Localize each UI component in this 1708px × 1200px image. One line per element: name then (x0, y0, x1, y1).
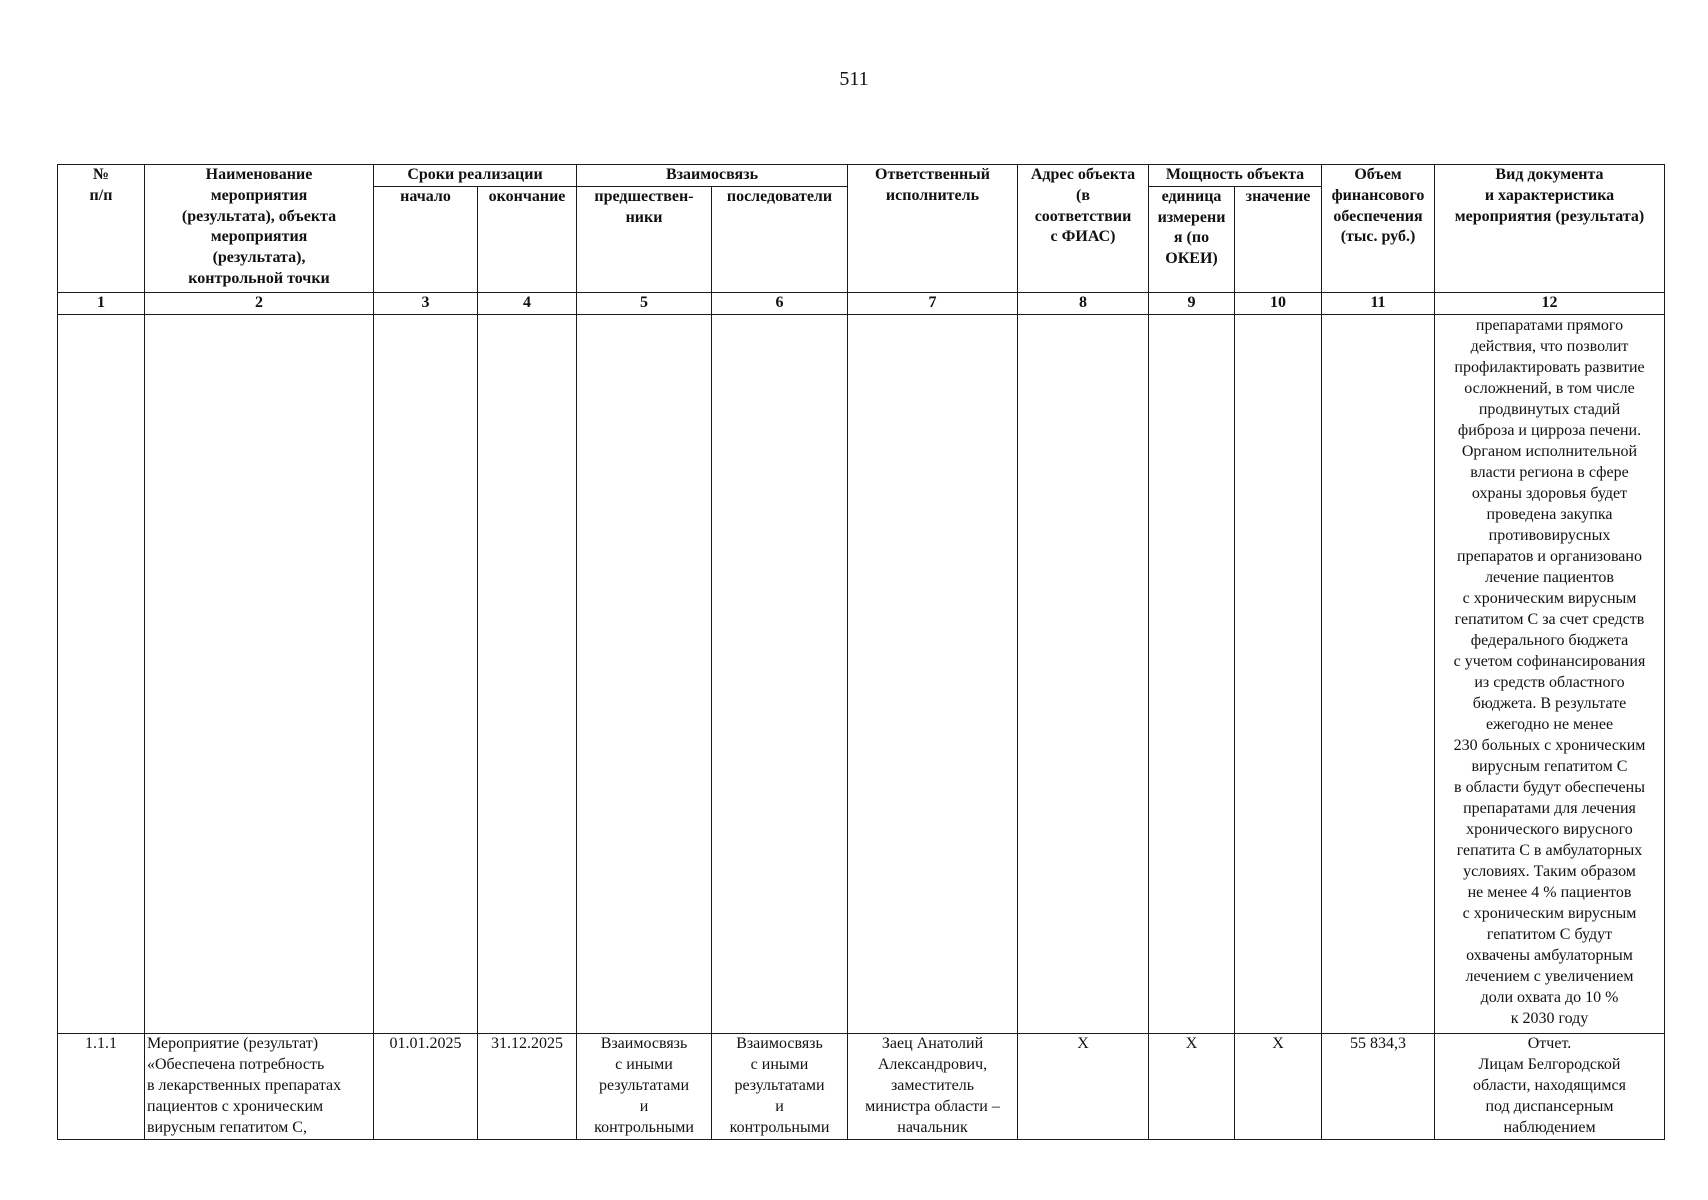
empty-cell (374, 314, 478, 1034)
column-number: 8 (1018, 292, 1149, 314)
header-start: начало (374, 186, 478, 292)
header-finance: Объем финансового обеспечения (тыс. руб.) (1322, 165, 1435, 293)
column-number: 3 (374, 292, 478, 314)
column-number: 6 (712, 292, 848, 314)
column-number: 2 (145, 292, 374, 314)
row-address: X (1018, 1034, 1149, 1140)
empty-cell (1235, 314, 1322, 1034)
empty-cell (145, 314, 374, 1034)
header-doc-type: Вид документа и характеристика мероприятия (результата) (1435, 165, 1665, 293)
empty-cell (712, 314, 848, 1034)
header-capacity-group: Мощность объекта (1149, 165, 1322, 187)
measures-table (57, 164, 1665, 1140)
empty-cell (848, 314, 1018, 1034)
row-doc-type: Отчет. Лицам Белгородской области, находящимся под диспансерным наблюдением (1435, 1034, 1665, 1140)
column-number: 11 (1322, 292, 1435, 314)
header-address: Адрес объекта (в соответствии с ФИАС) (1018, 165, 1149, 293)
empty-cell (577, 314, 712, 1034)
row-successors: Взаимосвязь с иными результатами и контрольными (712, 1034, 848, 1140)
header-responsible: Ответственный исполнитель (848, 165, 1018, 293)
empty-cell (1018, 314, 1149, 1034)
table-row (58, 1034, 1665, 1140)
row-unit: X (1149, 1034, 1235, 1140)
header-num: № п/п (58, 165, 145, 293)
header-terms-group: Сроки реализации (374, 165, 577, 187)
row-finance: 55 834,3 (1322, 1034, 1435, 1140)
empty-cell (1322, 314, 1435, 1034)
row-value: X (1235, 1034, 1322, 1140)
empty-cell (58, 314, 145, 1034)
column-number-row (58, 292, 1665, 314)
row-num: 1.1.1 (58, 1034, 145, 1140)
column-number: 5 (577, 292, 712, 314)
continuation-row (58, 314, 1665, 1034)
column-number: 4 (478, 292, 577, 314)
row-responsible: Заец Анатолий Александрович, заместитель министра области – начальник (848, 1034, 1018, 1140)
column-number: 7 (848, 292, 1018, 314)
header-value: значение (1235, 186, 1322, 292)
column-number: 12 (1435, 292, 1665, 314)
page-number: 511 (839, 68, 869, 90)
header-name: Наименование мероприятия (результата), объекта мероприятия (результата), контрольной точки (145, 165, 374, 293)
header-link-group: Взаимосвязь (577, 165, 848, 187)
continuation-text: препаратами прямого действия, что позволит профилактировать развитие осложнений, в том числе продвинутых стадий фиброза и цирроза печени. Органом исполнительной власти региона в сфере охраны здоровья будет проведена закупка противовирусных препаратов и организовано лечение пациентов с хроническим вирусным гепатитом С за счет средств федерального бюджета с учетом софинансирования из средств областного бюджета. В результате ежегодно не менее 230 больных с хроническим вирусным гепатитом С в области будут обеспечены препаратами для лечения хронического вирусного гепатита С в амбулаторных условиях. Таким образом не менее 4 % пациентов с хроническим вирусным гепатитом С будут охвачены амбулаторным лечением с увеличением доли охвата до 10 % к 2030 году (1435, 314, 1665, 1034)
row-predecessors: Взаимосвязь с иными результатами и контрольными (577, 1034, 712, 1140)
column-number: 10 (1235, 292, 1322, 314)
header-predecessors: предшествен- ники (577, 186, 712, 292)
row-end: 31.12.2025 (478, 1034, 577, 1140)
header-unit: единица измерени я (по ОКЕИ) (1149, 186, 1235, 292)
header-successors: последователи (712, 186, 848, 292)
empty-cell (478, 314, 577, 1034)
empty-cell (1149, 314, 1235, 1034)
column-number: 9 (1149, 292, 1235, 314)
row-name: Мероприятие (результат) «Обеспечена потребность в лекарственных препаратах пациентов с хроническим вирусным гепатитом С, (145, 1034, 374, 1140)
column-number: 1 (58, 292, 145, 314)
row-start: 01.01.2025 (374, 1034, 478, 1140)
header-row-top (58, 165, 1665, 187)
header-end: окончание (478, 186, 577, 292)
